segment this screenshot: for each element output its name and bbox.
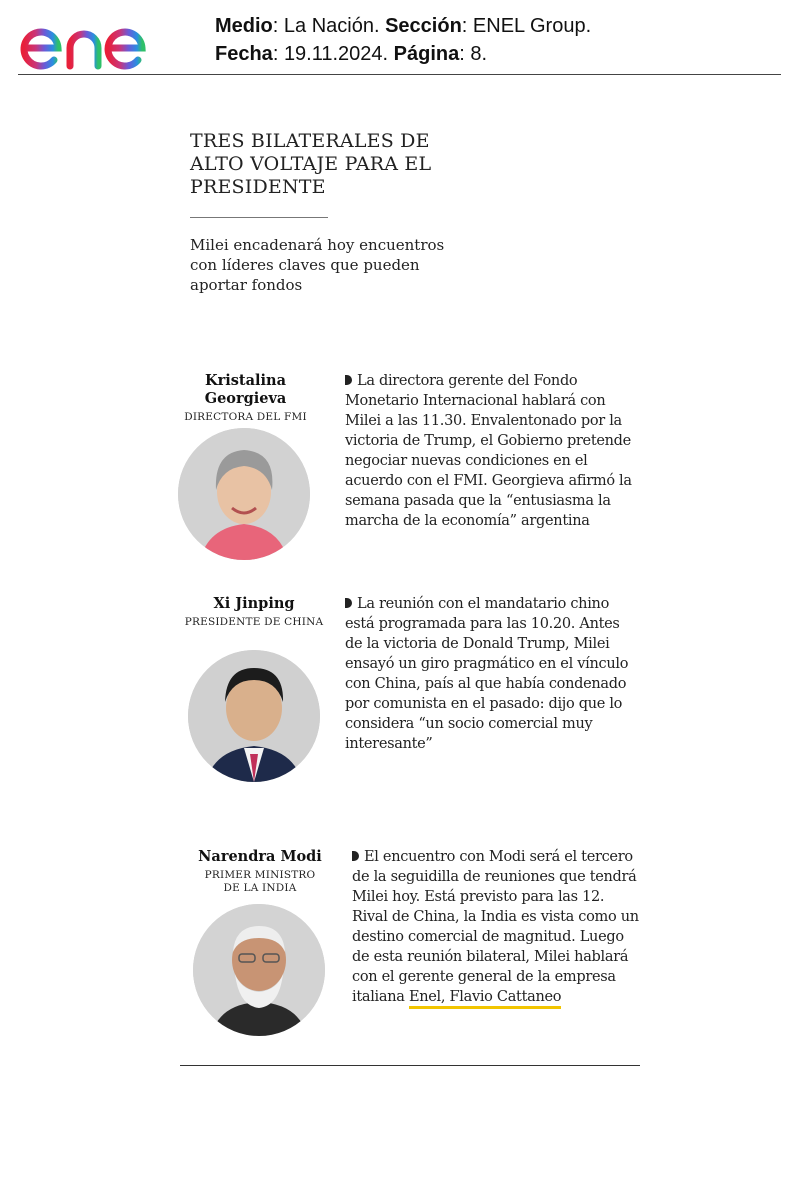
georgieva-portrait — [178, 428, 310, 560]
xi-jinping-portrait — [188, 650, 320, 782]
bullet-icon — [345, 375, 352, 385]
leader-name: Xi Jinping — [213, 595, 295, 612]
fecha-value: 19.11.2024. — [283, 43, 389, 65]
meta-line-2: Fecha: 19.11.2024. Página: 8. — [215, 43, 488, 65]
leader-paragraph-modi — [352, 847, 640, 1007]
leader-role: PRESIDENTE DE CHINA — [184, 616, 324, 628]
pagina-value: 8. — [470, 43, 488, 65]
bullet-icon — [352, 851, 359, 861]
article-subhead: Milei encadenará hoy encuentros con líderes claves que pueden aportar fondos — [190, 236, 445, 294]
document-meta — [215, 12, 591, 68]
meta-line-1: Medio: La Nación. Sección: ENEL Group. — [215, 15, 592, 37]
bullet-icon — [345, 598, 352, 608]
leader-name: Kristalina Georgieva — [204, 372, 287, 407]
leader-role: PRIMER MINISTRO DE LA INDIA — [204, 869, 316, 894]
fecha-label: Fecha — [215, 43, 273, 65]
leader-paragraph-georgieva — [345, 371, 635, 531]
article-headline: TRES BILATERALES DE ALTO VOLTAJE PARA EL PRESIDENTE — [190, 130, 432, 198]
leader-paragraph-text: La reunión con el mandatario chino está programada para las 10.20. Antes de la victoria de Donald Trump, Milei ensayó un giro pragmático en el vínculo con China, país al que había condenado por comunista en el pasado: dijo que lo considera “un socio comercial muy interesante” — [345, 596, 629, 752]
article-bottom-divider — [180, 1065, 640, 1066]
leader-caption-georgieva — [178, 372, 313, 424]
leader-paragraph-text: El encuentro con Modi será el tercero de la seguidilla de reuniones que tendrá Milei hoy. Está previsto para las 12. Rival de China, la India es vista como un destino comercial de magnitud. Luego de esta reunión bilateral, Milei hablará con el gerente general de la empresa italiana — [352, 849, 639, 1005]
medio-label: Medio — [215, 15, 273, 37]
header-divider — [18, 74, 781, 75]
leader-name: Narendra Modi — [198, 848, 322, 865]
seccion-value: ENEL Group. — [472, 15, 592, 37]
leader-paragraph-text: La directora gerente del Fondo Monetario Internacional hablará con Milei a las 11.30. Envalentonado por la victoria de Trump, el Gobierno pretende negociar nuevas condiciones en el acuerdo con el FMI. Georgieva afirmó la semana pasada que la “entusiasma la marcha de la economía” argentina — [345, 373, 632, 529]
headline-divider — [190, 217, 328, 218]
medio-value: La Nación. — [283, 15, 380, 37]
enel-highlight: Enel, Flavio Cattaneo — [409, 989, 561, 1009]
modi-portrait — [193, 904, 325, 1036]
enel-logo — [18, 4, 190, 74]
leader-caption-modi — [190, 848, 330, 895]
leader-role: DIRECTORA DEL FMI — [184, 411, 307, 423]
leader-caption-xi — [180, 595, 328, 629]
leader-paragraph-xi — [345, 594, 635, 754]
seccion-label: Sección — [385, 15, 462, 37]
pagina-label: Página — [393, 43, 460, 65]
